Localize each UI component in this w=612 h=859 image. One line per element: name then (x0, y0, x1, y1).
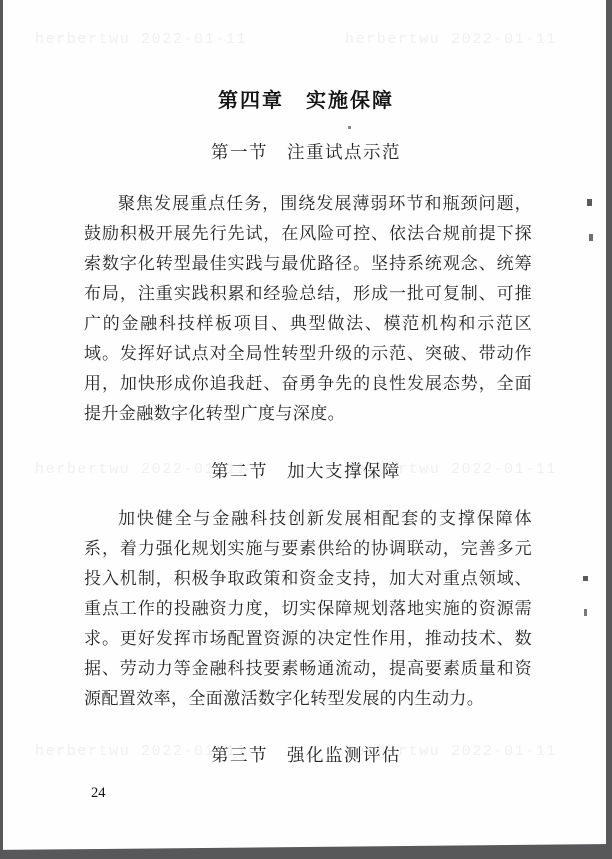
scan-edge-right (606, 0, 612, 859)
watermark-text: herbertwu 2022-01-11 (345, 461, 558, 478)
page-number: 24 (91, 785, 106, 801)
watermark-text: herbertwu 2022-01-11 (345, 743, 558, 760)
section-1-paragraph: 聚焦发展重点任务，围绕发展薄弱环节和瓶颈问题，鼓励积极开展先行先试，在风险可控、依法合规前提下探索数字化转型最佳实践与最优路径。坚持系统观念、统筹布局，注重实践积累和经验总结，形成一批可复制、可推广的金融科技样板项目、典型做法、模范机构和示范区域。发挥好试点对全局性转型升级的示范、突破、带动作用，加快形成你追我赶、奋勇争先的良性发展态势，全面提升金融数字化转型广度与深度。 (84, 194, 532, 423)
scan-speck (589, 234, 593, 241)
watermark-text: herbertwu 2022-01-11 (35, 461, 248, 478)
section-heading-2: 第二节 加大支撑保障 (211, 461, 401, 481)
scan-edge-left (0, 0, 3, 859)
watermark-text: herbertwu 2022-01-11 (35, 743, 248, 760)
section-heading-3: 第三节 强化监测评估 (211, 745, 401, 765)
scan-speck (583, 576, 588, 581)
chapter-title: 第四章 实施保障 (218, 90, 394, 112)
scan-speck (584, 609, 587, 616)
section-heading-1: 第一节 注重试点示范 (211, 142, 401, 162)
section-2-paragraph: 加快健全与金融科技创新发展相配套的支撑保障体系，着力强化规划实施与要素供给的协调联动，完善多元投入机制，积极争取政策和资金支持，加大对重点领域、重点工作的投融资力度，切实保障规划落地实施的资源需求。更好发挥市场配置资源的决定性作用，推动技术、数据、劳动力等金融科技要素畅通流动，提高要素质量和资源配置效率，全面激活数字化转型发展的内生动力。 (84, 509, 532, 708)
scan-speck (348, 126, 351, 129)
watermark-text: herbertwu 2022-01-11 (345, 31, 558, 48)
scan-speck (587, 199, 592, 206)
watermark-text: herbertwu 2022-01-11 (35, 31, 248, 48)
